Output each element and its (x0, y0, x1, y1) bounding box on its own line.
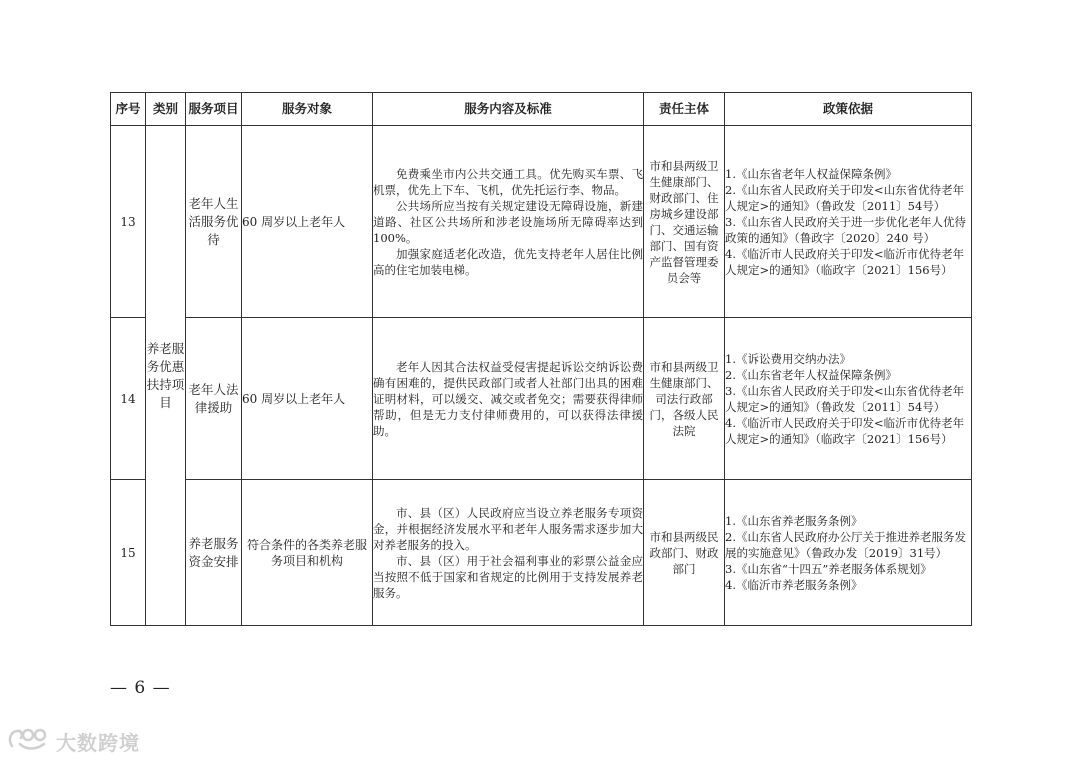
service-target: 符合条件的各类养老服务项目和机构 (242, 480, 373, 626)
policy-item: 4.《临沂市人民政府关于印发<临沂市优待老年人规定>的通知》（临政字〔2021〕156号） (725, 415, 965, 446)
watermark-text: 大数跨境 (56, 730, 140, 755)
header-policy-basis: 政策依据 (725, 93, 972, 126)
watermark (6, 726, 140, 756)
policy-item: 3.《山东省人民政府关于印发<山东省优待老年人规定>的通知》（鲁政发〔2011〕54号） (725, 383, 965, 414)
responsible-party: 市和县两级卫生健康部门、司法行政部门，各级人民法院 (644, 318, 725, 480)
service-content (373, 126, 644, 318)
policy-table (110, 92, 972, 626)
row-number: 14 (111, 318, 146, 480)
service-item: 养老服务资金安排 (186, 480, 242, 626)
service-item: 老年人生活服务优待 (186, 126, 242, 318)
table-row (111, 126, 972, 318)
service-content (373, 480, 644, 626)
responsible-party: 市和县两级民政部门、财政部门 (644, 480, 725, 626)
row-number: 13 (111, 126, 146, 318)
policy-item: 1.《山东省老年人权益保障条例》 (725, 166, 897, 181)
policy-item: 4.《临沂市人民政府关于印发<临沂市优待老年人规定>的通知》（临政字〔2021〕156号） (725, 246, 965, 277)
header-service-item: 服务项目 (186, 93, 242, 126)
table-row (111, 318, 972, 480)
policy-item: 2.《山东省人民政府办公厅关于推进养老服务发展的实施意见》（鲁政办发〔2019〕31号） (725, 529, 966, 560)
category-cell: 养老服务优惠扶持项目 (146, 126, 186, 626)
policy-basis (725, 126, 972, 318)
content-paragraph: 免费乘坐市内公共交通工具。优先购买车票、飞机票，优先上下车、飞机，优先托运行李、物品。 (373, 166, 643, 197)
content-paragraph: 市、县（区）人民政府应当设立养老服务专项资金，并根据经济发展水平和老年人服务需求逐步加大对养老服务的投入。 (373, 505, 643, 552)
table-header-row (111, 93, 972, 126)
content-paragraph: 老年人因其合法权益受侵害提起诉讼交纳诉讼费确有困难的，提供民政部门或者人社部门出具的困难证明材料，可以缓交、减交或者免交；需要获得律师帮助，但是无力支付律师费用的，可以获得法律援助。 (373, 359, 643, 438)
header-service-content: 服务内容及标准 (373, 93, 644, 126)
content-paragraph: 公共场所应当按有关规定建设无障碍设施，新建道路、社区公共场所和涉老设施场所无障碍率达到 100%。 (373, 198, 643, 245)
brand-logo-icon (6, 726, 52, 756)
policy-item: 4.《临沂市养老服务条例》 (725, 577, 863, 592)
policy-basis (725, 480, 972, 626)
header-responsible: 责任主体 (644, 93, 725, 126)
header-category: 类别 (146, 93, 186, 126)
header-seq: 序号 (111, 93, 146, 126)
service-target: 60 周岁以上老年人 (242, 126, 373, 318)
content-paragraph: 市、县（区）用于社会福利事业的彩票公益金应当按照不低于国家和省规定的比例用于支持发展养老服务。 (373, 553, 643, 600)
service-target: 60 周岁以上老年人 (242, 318, 373, 480)
page-number: — 6 — (110, 678, 171, 698)
policy-item: 1.《诉讼费用交纳办法》 (725, 351, 851, 366)
policy-item: 1.《山东省养老服务条例》 (725, 513, 863, 528)
service-content (373, 318, 644, 480)
policy-item: 3.《山东省人民政府关于进一步优化老年人优待政策的通知》（鲁政字〔2020〕240 号） (725, 214, 966, 245)
policy-item: 2.《山东省人民政府关于印发<山东省优待老年人规定>的通知》（鲁政发〔2011〕54号） (725, 182, 965, 213)
header-service-target: 服务对象 (242, 93, 373, 126)
policy-item: 3.《山东省“十四五”养老服务体系规划》 (725, 561, 932, 576)
row-number: 15 (111, 480, 146, 626)
responsible-party: 市和县两级卫生健康部门、财政部门、住房城乡建设部门、交通运输部门、国有资产监督管理委员会等 (644, 126, 725, 318)
policy-item: 2.《山东省老年人权益保障条例》 (725, 367, 897, 382)
service-item: 老年人法律援助 (186, 318, 242, 480)
table-row (111, 480, 972, 626)
policy-basis (725, 318, 972, 480)
content-paragraph: 加强家庭适老化改造，优先支持老年人居住比例高的住宅加装电梯。 (373, 246, 643, 277)
